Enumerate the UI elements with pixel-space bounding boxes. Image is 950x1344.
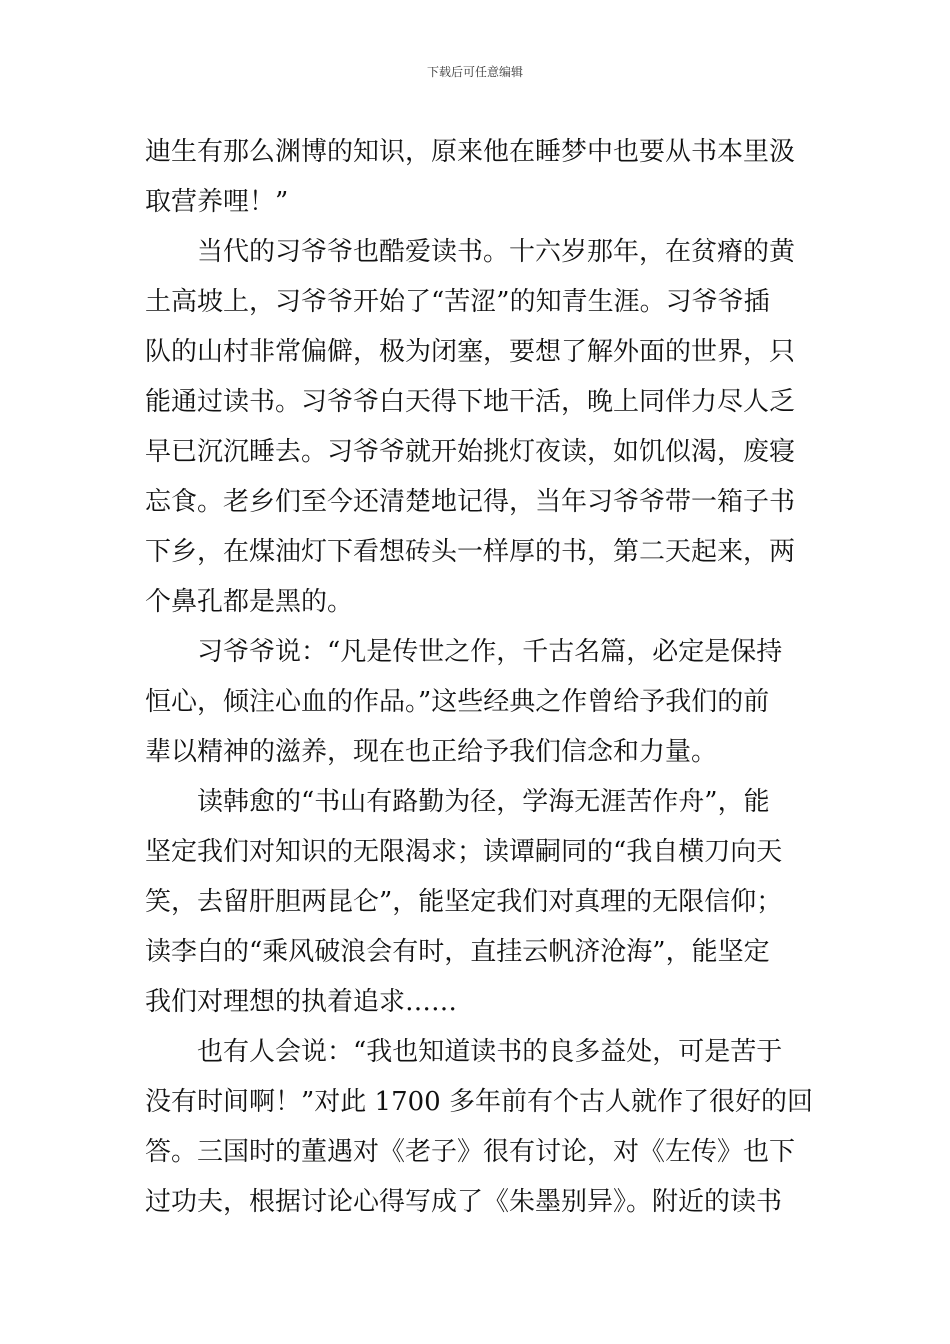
text-line: 辈以精神的滋养，现在也正给予我们信念和力量。 <box>145 737 718 767</box>
text-line: 能通过读书。习爷爷白天得下地干活，晚上同伴力尽人乏 <box>145 387 796 417</box>
text-line: 读李白的“乘风破浪会有时，直挂云帆济沧海”，能坚定 <box>145 937 770 967</box>
text-line: 过功夫，根据讨论心得写成了《朱墨别异》。附近的读书 <box>145 1187 783 1217</box>
text-line: 迪生有那么渊博的知识，原来他在睡梦中也要从书本里汲 <box>145 137 796 167</box>
text-line: 土高坡上，习爷爷开始了“苦涩”的知青生涯。习爷爷插 <box>145 287 770 317</box>
paragraph <box>145 127 805 227</box>
text-line: 队的山村非常偏僻，极为闭塞，要想了解外面的世界，只 <box>145 337 796 367</box>
text-line: 笑，去留肝胆两昆仑”，能坚定我们对真理的无限信仰； <box>145 887 783 917</box>
text-line: 取营养哩！” <box>145 187 289 217</box>
text-line: 恒心，倾注心血的作品。”这些经典之作曾给予我们的前 <box>145 687 770 717</box>
text-line: 早已沉沉睡去。习爷爷就开始挑灯夜读，如饥似渴，废寝 <box>145 437 796 467</box>
paragraph <box>145 1027 813 1227</box>
paragraph <box>145 777 805 1027</box>
paragraph <box>145 227 805 627</box>
document-body <box>145 127 813 1227</box>
text-line: 个鼻孔都是黑的。 <box>145 587 354 617</box>
text-line: 读韩愈的“书山有路勤为径，学海无涯苦作舟”，能 <box>197 787 770 817</box>
text-line: 忘食。老乡们至今还清楚地记得，当年习爷爷带一箱子书 <box>145 487 796 517</box>
paragraph <box>145 627 805 777</box>
text-line: 我们对理想的执着追求…… <box>145 987 458 1017</box>
text-line: 也有人会说：“我也知道读书的良多益处，可是苦于 <box>197 1037 783 1067</box>
text-line: 习爷爷说：“凡是传世之作，千古名篇，必定是保持 <box>197 637 783 667</box>
text-line: 下乡，在煤油灯下看想砖头一样厚的书，第二天起来，两 <box>145 537 796 567</box>
text-line: 当代的习爷爷也酷爱读书。十六岁那年，在贫瘠的黄 <box>197 237 796 267</box>
text-line: 没有时间啊！”对此 1700 多年前有个古人就作了很好的回 <box>145 1087 813 1117</box>
text-line: 答。三国时的董遇对《老子》很有讨论，对《左传》也下 <box>145 1137 796 1167</box>
text-line: 坚定我们对知识的无限渴求；读谭嗣同的“我自横刀向天 <box>145 837 783 867</box>
page-header: 下载后可任意编辑 <box>426 65 523 79</box>
